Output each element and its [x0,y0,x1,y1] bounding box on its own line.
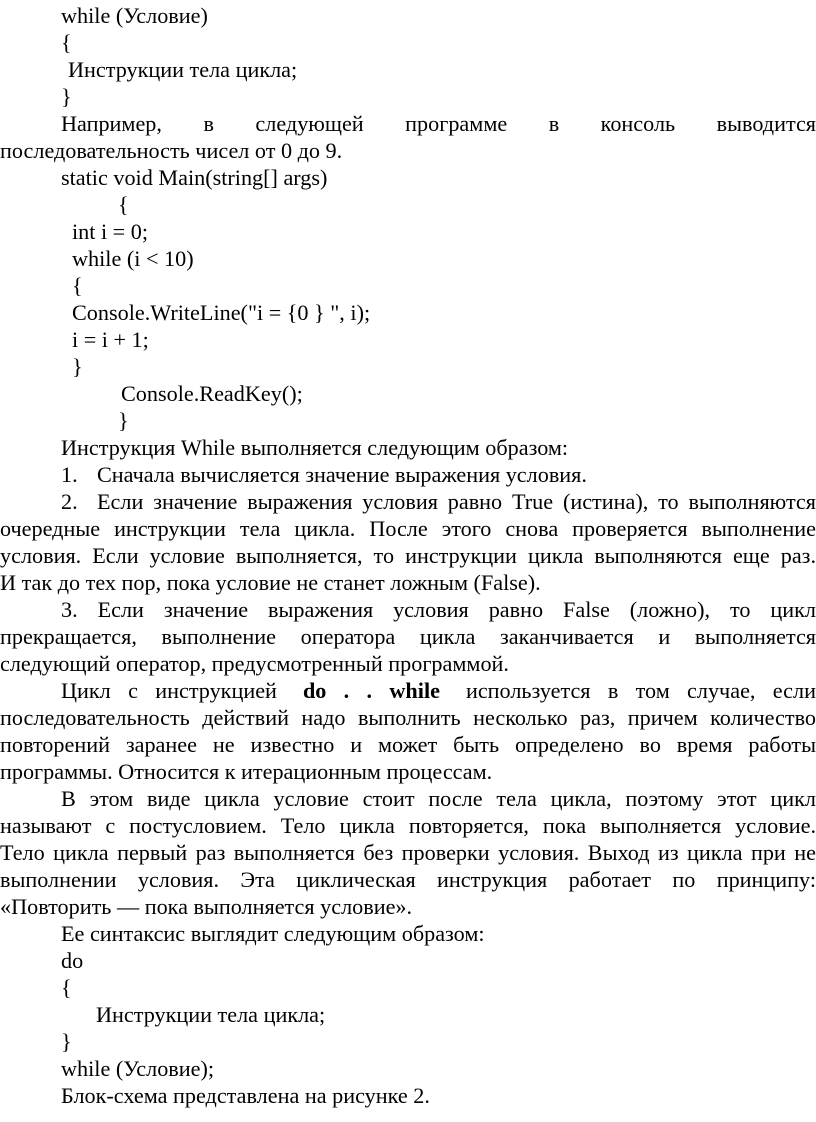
do-syntax-footer: while (Условие); [61,1056,215,1081]
step-2-line-3: условия. Если условие выполняется, то инструкции цикла выполняются еще раз. [0,543,816,568]
step-2-line-1: Если значение выражения условия равно True (истина), то выполняются [97,489,816,514]
step-1-number: 1. [61,462,78,487]
postcondition-para-line-2: называют с постусловием. Тело цикла повторяется, пока выполняется условие. [0,813,816,838]
step-3-line-3: следующий оператор, предусмотренный программой. [0,651,509,676]
code-line: int i = 0; [72,219,148,244]
step-3-line-2: прекращается, выполнение оператора цикла заканчивается и выполняется [0,624,816,649]
do-syntax-intro: Ее синтаксис выглядит следующим образом: [61,921,485,946]
step-2-number: 2. [61,489,78,514]
code-line: i = i + 1; [72,327,149,352]
do-while-para-line-2: последовательность действий надо выполнить несколько раз, причем количество [0,705,816,730]
step-2-line-4: И так до тех пор, пока условие не станет ложным (False). [0,570,541,595]
do-while-keyword: do . . while [302,678,440,703]
code-line: while (i < 10) [72,246,194,271]
do-while-para-line-4: программы. Относится к итерационным процессам. [0,759,493,784]
example-intro-line-1: Например, в следующей программе в консоль выводится [61,111,816,136]
example-intro-line-2: последовательность чисел от 0 до 9. [0,138,343,163]
code-line: } [118,408,129,433]
code-line: } [72,354,83,379]
step-2-line-2: очередные инструкции тела цикла. После этого снова проверяется выполнение [0,516,816,541]
postcondition-para-line-3: Тело цикла первый раз выполняется без проверки условия. Выход из цикла при не [0,840,816,865]
do-syntax-open-brace: { [61,975,72,1000]
code-line: static void Main(string[] args) [61,165,328,190]
step-3-line-1: 3. Если значение выражения условия равно False (ложно), то цикл [61,597,816,622]
do-syntax-close-brace: } [61,1029,72,1054]
while-syntax-body: Инструкции тела цикла; [68,57,298,82]
while-syntax-open-brace: { [61,30,72,55]
code-line: Console.WriteLine("i = {0 } ", i); [72,300,371,325]
do-while-para-text: используется в том случае, если [465,678,816,703]
step-1-text: Сначала вычисляется значение выражения условия. [97,462,587,487]
do-syntax-body: Инструкции тела цикла; [96,1002,326,1027]
postcondition-para-line-1: В этом виде цикла условие стоит после тела цикла, поэтому этот цикл [61,786,816,811]
while-syntax-close-brace: } [61,84,72,109]
while-syntax-header: while (Условие) [61,3,208,28]
code-line: Console.ReadKey(); [121,381,303,406]
code-line: { [72,273,83,298]
do-while-para-line-3: повторений заранее не известно и может быть определено во время работы [0,732,816,757]
do-while-para-text: Цикл с инструкцией [61,678,277,703]
postcondition-para-line-4: выполнении условия. Эта циклическая инструкция работает по принципу: [0,867,816,892]
do-while-para-line-1 [61,677,816,704]
do-syntax-do: do [61,948,84,973]
while-steps-intro: Инструкция While выполняется следующим образом: [61,435,569,460]
postcondition-para-line-5: «Повторить — пока выполняется условие». [0,894,413,919]
figure-reference: Блок-схема представлена на рисунке 2. [61,1083,430,1108]
code-line: { [118,192,129,217]
